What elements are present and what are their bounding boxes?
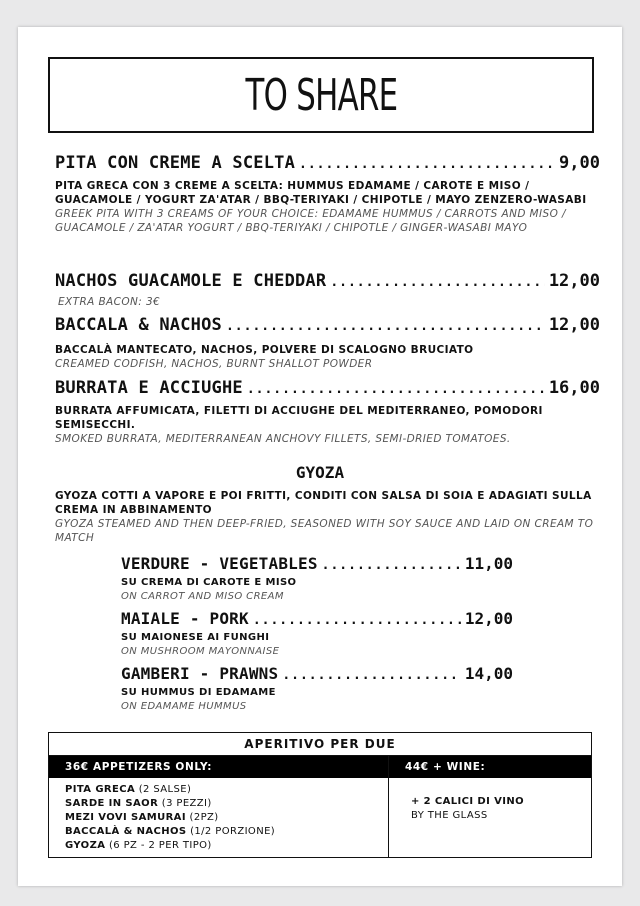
page-title: TO SHARE [245,69,397,121]
dish-description-it: BURRATA AFFUMICATA, FILETTI DI ACCIUGHE DEL MEDITERRANEO, POMODORI SEMISECCHI. [55,405,543,431]
item-note: (1/2 PORZIONE) [190,826,276,837]
dish-price: 12,00 [464,609,513,628]
item-name: BACCALÀ & NACHOS [65,826,187,837]
dish-price: 16,00 [548,378,600,398]
dish-line [121,554,513,573]
wine-column [389,756,591,857]
item-name: GYOZA [65,840,106,851]
dish-description-it: SU MAIONESE AI FUNGHI [121,632,270,643]
dish-price: 12,00 [548,315,600,335]
aperitivo-table [48,732,592,858]
gyoza-heading: GYOZA [295,463,345,482]
dish-extra: EXTRA BACON: 3€ [58,296,161,308]
item-name: PITA GRECA [65,784,136,795]
appetizers-column [49,756,389,857]
dish-burrata [55,378,600,446]
dish-description-en: GREEK PITA WITH 3 CREAMS OF YOUR CHOICE: EDAMAME HUMMUS / CARROTS AND MISO / GUACAMOLE / ZA'ATAR YOGURT / BBQ-TERIYAKI / CHIPOTLE / GINGER-WASABI MAYO [55,208,566,234]
list-item [65,811,388,825]
dish-line [55,315,600,335]
gyoza-description-en: GYOZA STEAMED AND THEN DEEP-FRIED, SEASONED WITH SOY SAUCE AND LAID ON CREAM TO MATCH [55,518,594,544]
leader-dots [253,613,461,628]
item-note: (2 SALSE) [138,784,192,795]
menu-page [18,27,622,886]
item-note: (2PZ) [189,812,219,823]
gyoza-description [55,483,600,545]
dish-description-it: PITA GRECA CON 3 CREME A SCELTA: HUMMUS EDAMAME / CAROTE E MISO / GUACAMOLE / YOGURT ZA'ATAR / BBQ-TERIYAKI / CHIPOTLE / MAYO ZENZERO-WASABI [55,180,587,206]
dish-description-it: SU HUMMUS DI EDAMAME [121,687,276,698]
leader-dots [330,275,545,290]
dish-baccala [55,315,600,371]
dish-description-it: SU CREMA DI CAROTE E MISO [121,577,297,588]
appetizers-header: 36€ APPETIZERS ONLY: [49,756,388,778]
wine-text [389,778,591,823]
list-item [65,797,388,811]
dish-description-en: SMOKED BURRATA, MEDITERRANEAN ANCHOVY FILLETS, SEMI-DRIED TOMATOES. [55,433,511,445]
aperitivo-heading: APERITIVO PER DUE [49,733,591,756]
aperitivo-columns [49,756,591,857]
leader-dots [299,157,555,172]
dish-line [55,271,600,291]
gyoza-description-it: GYOZA COTTI A VAPORE E POI FRITTI, CONDITI CON SALSA DI SOIA E ADAGIATI SULLA CREMA IN ABBINAMENTO [55,490,592,516]
leader-dots [282,668,461,683]
list-item [65,783,388,797]
dish-nachos [55,271,600,309]
dish-price: 12,00 [548,271,600,291]
wine-line-1: + 2 CALICI DI VINO [411,796,525,807]
item-name: SARDE IN SAOR [65,798,159,809]
dish-name: NACHOS GUACAMOLE E CHEDDAR [55,271,327,291]
dish-line [55,378,600,398]
wine-header: 44€ + WINE: [389,756,591,778]
item-note: (6 PZ - 2 PER TIPO) [108,840,212,851]
gyoza-item-vegetables [121,554,513,604]
dish-line [55,153,600,173]
dish-description-en: CREAMED CODFISH, NACHOS, BURNT SHALLOT POWDER [55,358,373,370]
gyoza-item-prawns [121,664,513,714]
item-note: (3 PEZZI) [161,798,212,809]
dish-description-en: ON CARROT AND MISO CREAM [121,591,284,602]
item-name: MEZI VOVI SAMURAI [65,812,186,823]
leader-dots [247,382,545,397]
dish-name: BACCALA & NACHOS [55,315,222,335]
list-item [65,825,388,839]
dish-description-it: BACCALÀ MANTECATO, NACHOS, POLVERE DI SCALOGNO BRUCIATO [55,344,474,356]
dish-line [121,609,513,628]
dish-line [121,664,513,683]
gyoza-item-pork [121,609,513,659]
leader-dots [322,558,461,573]
dish-pita [55,153,600,235]
dish-name: MAIALE - PORK [121,609,249,628]
appetizers-list [49,778,388,857]
dish-price: 9,00 [559,153,600,173]
dish-name: BURRATA E ACCIUGHE [55,378,243,398]
dish-description-en: ON MUSHROOM MAYONNAISE [121,646,280,657]
list-item [65,839,388,853]
dish-price: 14,00 [464,664,513,683]
title-box [48,57,594,133]
dish-name: PITA CON CREME A SCELTA [55,153,296,173]
dish-name: VERDURE - VEGETABLES [121,554,318,573]
dish-price: 11,00 [464,554,513,573]
wine-line-2: BY THE GLASS [411,810,488,821]
dish-description-en: ON EDAMAME HUMMUS [121,701,247,712]
leader-dots [226,319,545,334]
dish-name: GAMBERI - PRAWNS [121,664,279,683]
